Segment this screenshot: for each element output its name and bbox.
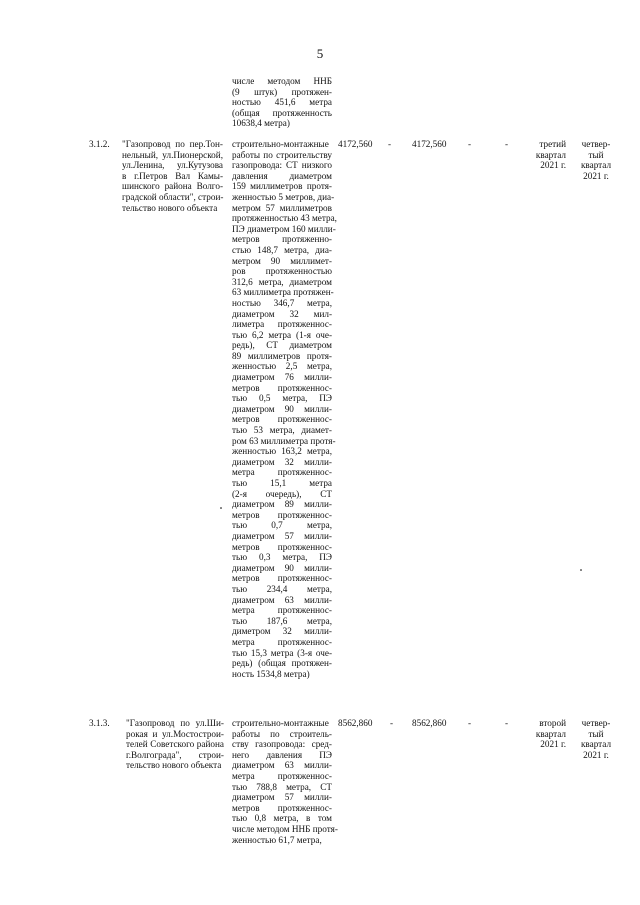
text-line: 2021 г. (540, 739, 566, 750)
text-line: метра протяженнос- (232, 467, 332, 478)
text-line: диаметром 32 мил- (232, 308, 332, 319)
text-line: числе методом ННБ (232, 76, 332, 86)
text-line: ность 1534,8 метра) (232, 668, 310, 679)
text-line: диаметром 32 милли- (232, 456, 332, 467)
text-line: метров протяженнос- (232, 573, 332, 584)
amount-second: 4172,560 (412, 139, 447, 149)
end-quarter (576, 718, 616, 760)
text-line: метров протяженнос- (232, 509, 332, 520)
dash-cell: - (505, 718, 509, 728)
text-line: женностью 61,7 метра, (232, 834, 322, 845)
row-number: 3.1.3. (89, 718, 110, 728)
text-line: давления диаметром (232, 170, 332, 181)
text-line: ром 63 миллиметра протя- (232, 435, 336, 446)
dash-cell: - (390, 718, 394, 728)
amount-total: 8562,860 (338, 718, 373, 728)
text-line: 312,6 метра, диаметром (232, 276, 332, 287)
text-line: диаметром 57 милли- (232, 792, 332, 803)
text-line: диаметром 63 милли- (232, 594, 332, 605)
text-line: ству газопровода: сред- (232, 739, 332, 750)
text-line: метром 57 миллиметров (232, 202, 332, 213)
scan-speck (220, 507, 222, 509)
text-line: 2021 г. (540, 160, 566, 171)
text-line: него давления ПЭ (232, 749, 332, 760)
amount-total: 4172,560 (338, 139, 373, 149)
text-line: ПЭ диаметром 160 милли- (232, 223, 336, 234)
text-line: женностью 2,5 метра, (232, 361, 332, 372)
text-line: тью 0,5 метра, ПЭ (232, 393, 332, 404)
text-line: тью 53 метра, диамет- (232, 425, 332, 436)
text-line: тью 0,8 метра, в том (232, 813, 332, 824)
text-line: числе методом ННБ протя- (232, 823, 338, 834)
text-line: метра протяженнос- (232, 770, 332, 781)
text-line: редь), СТ диаметром (232, 340, 332, 351)
dash-cell: - (468, 139, 472, 149)
text-line: ул.Ленина, ул.Кутузова (122, 160, 223, 171)
text-line: квартал (580, 160, 612, 171)
text-line: четвер- (581, 139, 611, 149)
page-number: 5 (316, 46, 324, 61)
text-line: (2-я очередь), СТ (232, 488, 332, 499)
dash-cell: - (505, 139, 509, 149)
text-line: телей Советского района (126, 739, 224, 750)
text-line: нельный, ул.Пионерской, (122, 149, 223, 160)
text-line: тый (588, 728, 604, 739)
text-line: ров протяженностью (232, 266, 332, 277)
dash-cell: - (468, 718, 472, 728)
text-line: метров протяженнос- (232, 541, 332, 552)
text-line: тью 0,3 метра, ПЭ (232, 552, 332, 563)
scan-speck (580, 569, 582, 571)
text-line: работы по строительству (232, 149, 332, 160)
text-line: тый (588, 149, 604, 160)
text-line: тью 6,2 метра (1-я оче- (232, 329, 332, 340)
text-line: тью 0,7 метра, (232, 520, 332, 531)
text-line: 10638,4 метра) (232, 118, 290, 129)
text-line: метром 90 миллимет- (232, 255, 332, 266)
end-quarter (576, 139, 616, 181)
text-line: квартал (580, 739, 612, 750)
text-line: рокая и ул.Мостострои- (126, 728, 224, 739)
text-line: строительно-монтажные (232, 139, 329, 149)
text-line: шинского района Волго- (122, 181, 223, 192)
text-line: тельство нового объекта (122, 202, 218, 213)
amount-second: 8562,860 (412, 718, 447, 728)
text-line: (общая протяженность (232, 107, 332, 118)
text-line: тью 187,6 метра, (232, 615, 332, 626)
text-line: женностью 163,2 метра, (232, 446, 332, 457)
text-line: работы по строитель- (232, 728, 332, 739)
dash-cell: - (388, 139, 392, 149)
text-line: четвер- (581, 718, 611, 728)
text-line: диаметром 90 милли- (232, 403, 332, 414)
text-line: стью 148,7 метра, диа- (232, 244, 332, 255)
text-line: диаметром 89 милли- (232, 499, 332, 510)
text-line: 159 миллиметров протя- (232, 181, 332, 192)
text-line: "Газопровод по ул.Ши- (126, 718, 224, 728)
text-line: тью 15,3 метра (3-я оче- (232, 647, 332, 658)
text-line: редь) (общая протяжен- (232, 658, 332, 669)
text-line: 2021 г. (583, 170, 609, 181)
text-line: диметром 32 милли- (232, 626, 332, 637)
text-line: квартал (535, 728, 566, 739)
text-line: г.Волгограда", строи- (126, 749, 224, 760)
text-line: метров протяженно- (232, 234, 332, 245)
text-line: метров протяженнос- (232, 802, 332, 813)
text-line: тью 15,1 метра (232, 478, 332, 488)
text-line: в г.Петров Вал Камы- (122, 170, 223, 181)
text-line: ностью 346,7 метра, (232, 297, 332, 308)
start-quarter (520, 718, 566, 750)
row-number: 3.1.2. (89, 139, 110, 149)
object-name (126, 718, 224, 771)
text-line: строительно-монтажные (232, 718, 329, 728)
text-line: третий (539, 139, 566, 149)
text-line: второй (539, 718, 566, 728)
text-line: протяженностью 43 метра, (232, 213, 337, 224)
text-line: метра протяженнос- (232, 605, 332, 616)
text-line: тью 234,4 метра, (232, 583, 332, 594)
text-line: диаметром 90 милли- (232, 562, 332, 573)
text-line: "Газопровод по пер.Тон- (122, 139, 223, 149)
continuation-work-description (232, 76, 332, 129)
work-description (232, 139, 337, 679)
start-quarter (520, 139, 566, 171)
text-line: квартал (535, 149, 566, 160)
text-line: градской области", строи- (122, 191, 224, 202)
text-line: газопровода: СТ низкого (232, 160, 332, 171)
text-line: метра протяженнос- (232, 636, 332, 647)
text-line: тельство нового объекта (126, 760, 222, 771)
object-name (122, 139, 223, 213)
text-line: тью 788,8 метра, СТ (232, 781, 332, 792)
text-line: метров протяженнос- (232, 414, 332, 425)
text-line: диаметром 76 милли- (232, 372, 332, 383)
work-description (232, 718, 338, 845)
text-line: 89 миллиметров протя- (232, 350, 332, 361)
text-line: женностью 5 метров, диа- (232, 191, 335, 202)
text-line: (9 штук) протяжен- (232, 86, 332, 97)
text-line: 63 миллиметра протяжен- (232, 287, 334, 298)
text-line: ностью 451,6 метра (232, 97, 332, 108)
text-line: диаметром 63 милли- (232, 760, 332, 771)
text-line: метров протяженнос- (232, 382, 332, 393)
text-line: диаметром 57 милли- (232, 530, 332, 541)
text-line: 2021 г. (583, 749, 609, 760)
text-line: лиметра протяженнос- (232, 319, 332, 330)
